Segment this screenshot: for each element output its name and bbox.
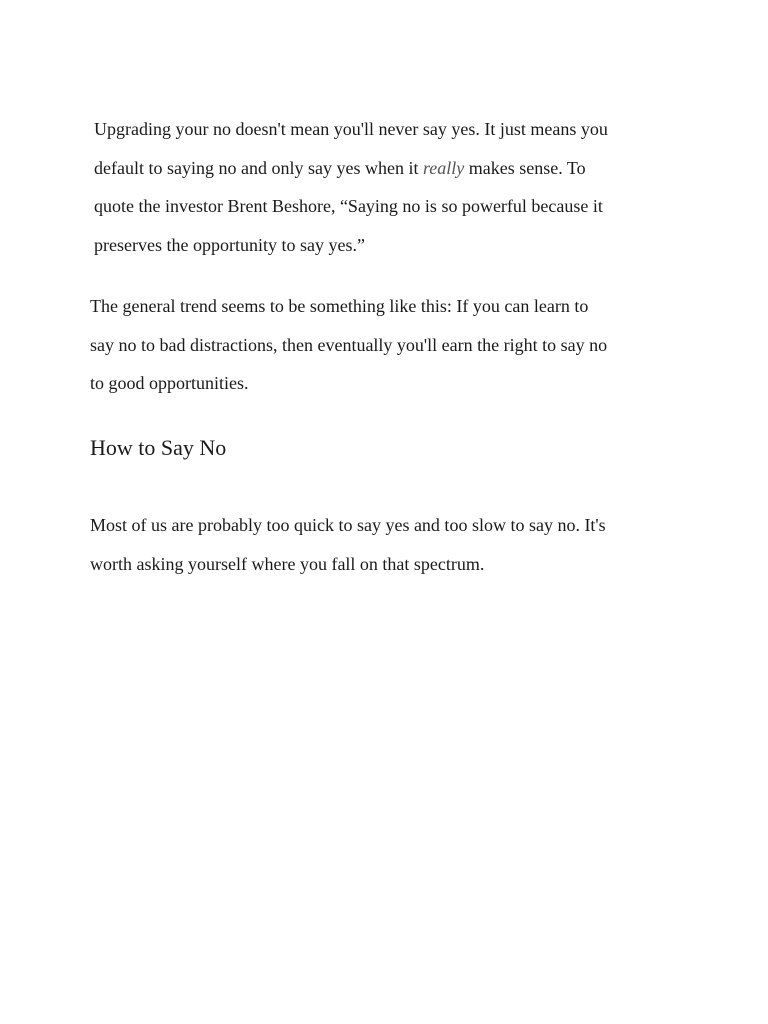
paragraph-line: say no to bad distractions, then eventually you'll earn the right to say no <box>90 334 608 355</box>
text-segment: makes sense. To <box>464 157 586 178</box>
paragraph-line: Most of us are probably too quick to say yes and too slow to say no. It's <box>90 515 606 535</box>
paragraph-line: Upgrading your no doesn't mean you'll never say yes. It just means you <box>94 119 608 139</box>
paragraph-line <box>94 149 684 188</box>
text-segment: default to saying no and only say yes when it <box>94 157 423 178</box>
paragraph-line: preserves the opportunity to say yes.” <box>94 234 365 255</box>
paragraph-line: quote the investor Brent Beshore, “Saying no is so powerful because it <box>94 196 603 216</box>
paragraph-most-of-us <box>90 506 690 583</box>
paragraph-line: to good opportunities. <box>90 373 249 393</box>
emphasized-word: really <box>422 157 465 178</box>
paragraph-line: worth asking yourself where you fall on that spectrum. <box>90 553 485 574</box>
paragraph-general-trend <box>90 287 690 403</box>
paragraph-line: The general trend seems to be something like this: If you can learn to <box>90 296 589 316</box>
paragraph-upgrading-your-no <box>94 110 684 264</box>
section-heading: How to Say No <box>90 435 227 460</box>
